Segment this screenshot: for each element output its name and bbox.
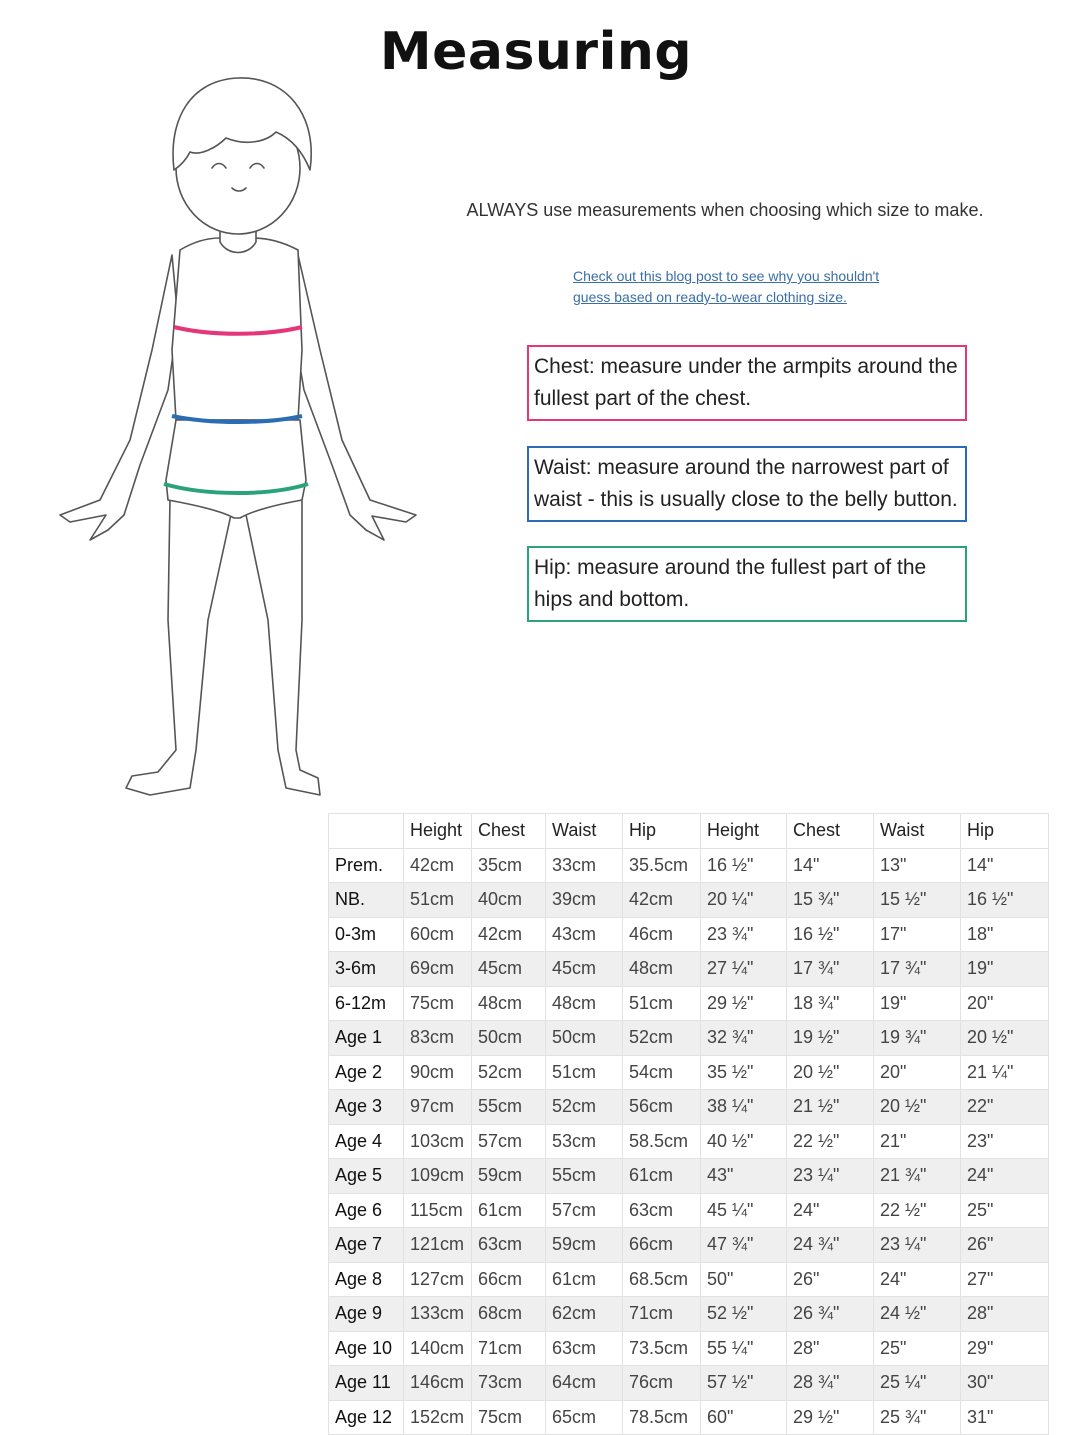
table-cell: 61cm	[546, 1262, 623, 1297]
table-cell: 60cm	[404, 917, 472, 952]
table-cell: 19 ¾"	[874, 1021, 961, 1056]
table-row	[329, 1055, 1049, 1090]
table-cell: 15 ½"	[874, 883, 961, 918]
table-row	[329, 1159, 1049, 1194]
size-label: Age 4	[329, 1124, 404, 1159]
table-cell: 16 ½"	[701, 848, 787, 883]
table-row	[329, 1297, 1049, 1332]
table-cell: 43"	[701, 1159, 787, 1194]
table-cell: 55cm	[472, 1090, 546, 1125]
table-cell: 51cm	[404, 883, 472, 918]
table-cell: 25 ¾"	[874, 1400, 961, 1435]
table-cell: 78.5cm	[623, 1400, 701, 1435]
column-header: Waist	[874, 814, 961, 849]
table-cell: 35.5cm	[623, 848, 701, 883]
table-row	[329, 1193, 1049, 1228]
table-header-row	[329, 814, 1049, 849]
table-cell: 103cm	[404, 1124, 472, 1159]
table-row	[329, 952, 1049, 987]
table-cell: 64cm	[546, 1366, 623, 1401]
table-cell: 62cm	[546, 1297, 623, 1332]
table-cell: 51cm	[546, 1055, 623, 1090]
table-cell: 59cm	[546, 1228, 623, 1263]
size-label: Age 3	[329, 1090, 404, 1125]
table-cell: 17 ¾"	[874, 952, 961, 987]
table-cell: 63cm	[623, 1193, 701, 1228]
column-header: Chest	[472, 814, 546, 849]
size-label: Age 11	[329, 1366, 404, 1401]
table-row	[329, 1400, 1049, 1435]
column-header: Chest	[787, 814, 874, 849]
size-label: 3-6m	[329, 952, 404, 987]
table-cell: 52cm	[472, 1055, 546, 1090]
table-cell: 33cm	[546, 848, 623, 883]
briefs	[166, 420, 306, 518]
table-cell: 58.5cm	[623, 1124, 701, 1159]
table-cell: 20 ½"	[787, 1055, 874, 1090]
table-cell: 26 ¾"	[787, 1297, 874, 1332]
table-cell: 48cm	[546, 986, 623, 1021]
table-cell: 45cm	[472, 952, 546, 987]
table-cell: 15 ¾"	[787, 883, 874, 918]
table-cell: 20 ½"	[961, 1021, 1049, 1056]
table-cell: 46cm	[623, 917, 701, 952]
table-cell: 17"	[874, 917, 961, 952]
table-cell: 18 ¾"	[787, 986, 874, 1021]
size-chart-table	[328, 813, 1049, 1435]
table-cell: 55cm	[546, 1159, 623, 1194]
table-cell: 25"	[961, 1193, 1049, 1228]
table-cell: 45cm	[546, 952, 623, 987]
table-cell: 50cm	[546, 1021, 623, 1056]
table-row	[329, 1228, 1049, 1263]
table-cell: 75cm	[404, 986, 472, 1021]
size-label: Age 5	[329, 1159, 404, 1194]
size-label: Age 2	[329, 1055, 404, 1090]
table-cell: 48cm	[472, 986, 546, 1021]
table-cell: 24 ¾"	[787, 1228, 874, 1263]
blog-post-link[interactable]	[573, 266, 903, 308]
table-cell: 14"	[787, 848, 874, 883]
table-cell: 66cm	[623, 1228, 701, 1263]
table-cell: 57cm	[546, 1193, 623, 1228]
link-line-1[interactable]: Check out this blog post to see why you shouldn't	[573, 268, 880, 284]
table-cell: 53cm	[546, 1124, 623, 1159]
table-cell: 26"	[961, 1228, 1049, 1263]
table-cell: 109cm	[404, 1159, 472, 1194]
table-cell: 14"	[961, 848, 1049, 883]
table-cell: 17 ¾"	[787, 952, 874, 987]
table-cell: 73cm	[472, 1366, 546, 1401]
link-line-2[interactable]: guess based on ready-to-wear clothing size.	[573, 289, 847, 305]
size-label: Age 6	[329, 1193, 404, 1228]
table-cell: 60"	[701, 1400, 787, 1435]
size-label: Prem.	[329, 848, 404, 883]
table-cell: 115cm	[404, 1193, 472, 1228]
table-row	[329, 986, 1049, 1021]
table-cell: 18"	[961, 917, 1049, 952]
table-cell: 57 ½"	[701, 1366, 787, 1401]
table-cell: 42cm	[472, 917, 546, 952]
table-cell: 20"	[961, 986, 1049, 1021]
size-label: 6-12m	[329, 986, 404, 1021]
table-cell: 43cm	[546, 917, 623, 952]
size-label: Age 10	[329, 1331, 404, 1366]
table-cell: 52 ½"	[701, 1297, 787, 1332]
table-cell: 28"	[961, 1297, 1049, 1332]
table-cell: 52cm	[623, 1021, 701, 1056]
table-cell: 75cm	[472, 1400, 546, 1435]
table-cell: 31"	[961, 1400, 1049, 1435]
table-cell: 29"	[961, 1331, 1049, 1366]
table-cell: 27 ¼"	[701, 952, 787, 987]
table-cell: 38 ¼"	[701, 1090, 787, 1125]
table-cell: 29 ½"	[701, 986, 787, 1021]
table-cell: 47 ¾"	[701, 1228, 787, 1263]
table-row	[329, 1124, 1049, 1159]
table-cell: 23 ¼"	[787, 1159, 874, 1194]
table-cell: 25 ¼"	[874, 1366, 961, 1401]
table-cell: 24"	[961, 1159, 1049, 1194]
table-cell: 57cm	[472, 1124, 546, 1159]
child-figure-illustration	[40, 60, 440, 810]
table-cell: 73.5cm	[623, 1331, 701, 1366]
table-cell: 24"	[874, 1262, 961, 1297]
table-cell: 140cm	[404, 1331, 472, 1366]
table-cell: 22 ½"	[787, 1124, 874, 1159]
table-cell: 16 ½"	[961, 883, 1049, 918]
right-leg	[245, 498, 320, 795]
instruction-note: ALWAYS use measurements when choosing which size to make.	[466, 200, 984, 220]
table-cell: 61cm	[472, 1193, 546, 1228]
table-cell: 16 ½"	[787, 917, 874, 952]
table-row	[329, 1331, 1049, 1366]
table-cell: 42cm	[404, 848, 472, 883]
table-cell: 51cm	[623, 986, 701, 1021]
size-chart	[328, 813, 1048, 1435]
table-cell: 133cm	[404, 1297, 472, 1332]
table-cell: 76cm	[623, 1366, 701, 1401]
table-row	[329, 883, 1049, 918]
size-label: Age 8	[329, 1262, 404, 1297]
table-cell: 127cm	[404, 1262, 472, 1297]
table-cell: 42cm	[623, 883, 701, 918]
table-cell: 152cm	[404, 1400, 472, 1435]
size-label: Age 9	[329, 1297, 404, 1332]
table-cell: 22 ½"	[874, 1193, 961, 1228]
table-cell: 23 ¼"	[874, 1228, 961, 1263]
size-label: Age 7	[329, 1228, 404, 1263]
table-cell: 121cm	[404, 1228, 472, 1263]
table-cell: 21 ¾"	[874, 1159, 961, 1194]
table-cell: 146cm	[404, 1366, 472, 1401]
table-cell: 23 ¾"	[701, 917, 787, 952]
table-row	[329, 917, 1049, 952]
column-header: Height	[701, 814, 787, 849]
table-cell: 30"	[961, 1366, 1049, 1401]
header-corner	[329, 814, 404, 849]
table-cell: 40cm	[472, 883, 546, 918]
table-cell: 32 ¾"	[701, 1021, 787, 1056]
table-row	[329, 1262, 1049, 1297]
chest-instruction-box: Chest: measure under the armpits around the fullest part of the chest.	[527, 345, 967, 421]
table-cell: 23"	[961, 1124, 1049, 1159]
table-cell: 48cm	[623, 952, 701, 987]
waist-instruction-box: Waist: measure around the narrowest part of waist - this is usually close to the belly button.	[527, 446, 967, 522]
hip-instruction-box: Hip: measure around the fullest part of the hips and bottom.	[527, 546, 967, 622]
table-cell: 21 ½"	[787, 1090, 874, 1125]
table-cell: 55 ¼"	[701, 1331, 787, 1366]
table-cell: 19"	[874, 986, 961, 1021]
table-cell: 90cm	[404, 1055, 472, 1090]
table-cell: 28 ¾"	[787, 1366, 874, 1401]
table-cell: 71cm	[472, 1331, 546, 1366]
column-header: Hip	[961, 814, 1049, 849]
table-cell: 54cm	[623, 1055, 701, 1090]
table-body	[329, 848, 1049, 1435]
table-cell: 35 ½"	[701, 1055, 787, 1090]
table-cell: 63cm	[472, 1228, 546, 1263]
table-cell: 65cm	[546, 1400, 623, 1435]
table-cell: 52cm	[546, 1090, 623, 1125]
table-cell: 97cm	[404, 1090, 472, 1125]
table-cell: 22"	[961, 1090, 1049, 1125]
table-cell: 69cm	[404, 952, 472, 987]
table-cell: 13"	[874, 848, 961, 883]
size-label: Age 1	[329, 1021, 404, 1056]
table-cell: 19"	[961, 952, 1049, 987]
table-cell: 71cm	[623, 1297, 701, 1332]
column-header: Height	[404, 814, 472, 849]
page-title: Measuring	[379, 22, 693, 82]
table-cell: 59cm	[472, 1159, 546, 1194]
column-header: Hip	[623, 814, 701, 849]
table-row	[329, 1021, 1049, 1056]
table-cell: 21 ¼"	[961, 1055, 1049, 1090]
table-cell: 68.5cm	[623, 1262, 701, 1297]
table-cell: 25"	[874, 1331, 961, 1366]
table-cell: 45 ¼"	[701, 1193, 787, 1228]
table-cell: 24"	[787, 1193, 874, 1228]
right-arm	[292, 255, 416, 540]
left-leg	[126, 498, 232, 795]
table-cell: 28"	[787, 1331, 874, 1366]
table-cell: 50"	[701, 1262, 787, 1297]
table-cell: 19 ½"	[787, 1021, 874, 1056]
column-header: Waist	[546, 814, 623, 849]
table-cell: 26"	[787, 1262, 874, 1297]
table-cell: 68cm	[472, 1297, 546, 1332]
table-cell: 50cm	[472, 1021, 546, 1056]
table-cell: 20 ¼"	[701, 883, 787, 918]
table-cell: 21"	[874, 1124, 961, 1159]
table-cell: 66cm	[472, 1262, 546, 1297]
table-cell: 27"	[961, 1262, 1049, 1297]
table-row	[329, 1090, 1049, 1125]
size-label: 0-3m	[329, 917, 404, 952]
table-cell: 61cm	[623, 1159, 701, 1194]
table-row	[329, 848, 1049, 883]
table-cell: 20"	[874, 1055, 961, 1090]
table-cell: 24 ½"	[874, 1297, 961, 1332]
table-cell: 56cm	[623, 1090, 701, 1125]
table-cell: 39cm	[546, 883, 623, 918]
table-cell: 63cm	[546, 1331, 623, 1366]
left-arm	[60, 255, 178, 540]
size-label: Age 12	[329, 1400, 404, 1435]
table-cell: 83cm	[404, 1021, 472, 1056]
table-row	[329, 1366, 1049, 1401]
table-cell: 20 ½"	[874, 1090, 961, 1125]
table-cell: 40 ½"	[701, 1124, 787, 1159]
size-label: NB.	[329, 883, 404, 918]
table-cell: 29 ½"	[787, 1400, 874, 1435]
table-cell: 35cm	[472, 848, 546, 883]
